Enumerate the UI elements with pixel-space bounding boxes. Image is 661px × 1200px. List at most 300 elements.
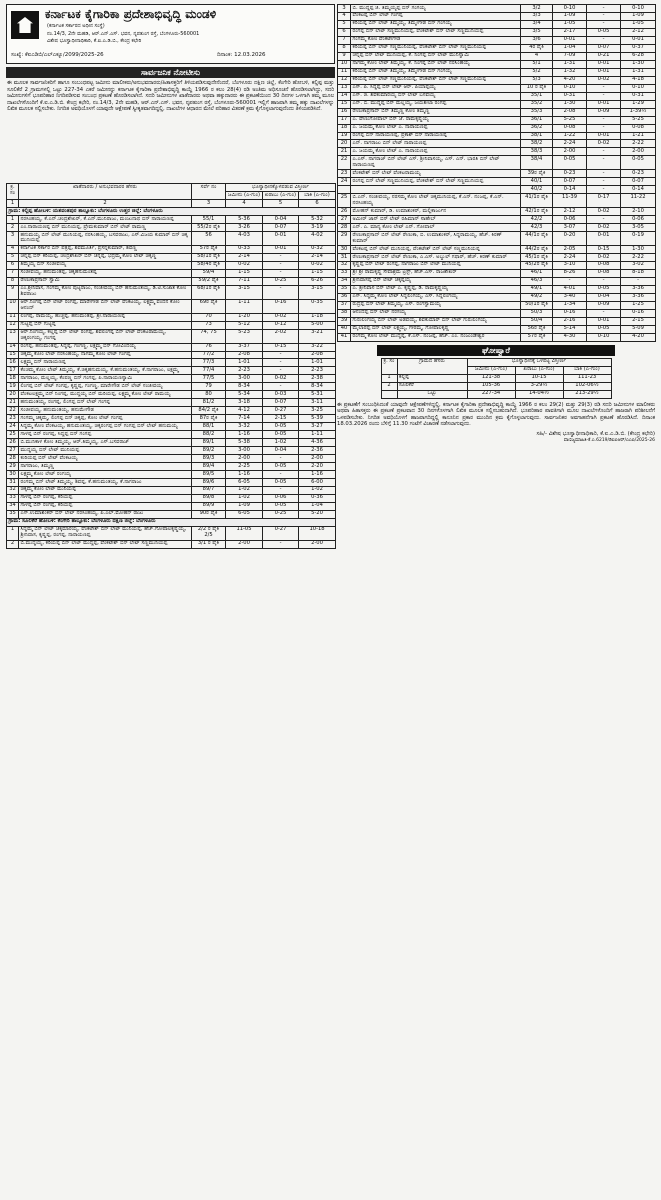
cell-net: 2-08 bbox=[299, 351, 336, 359]
table-row bbox=[338, 132, 656, 140]
cell-kharab: 0-05 bbox=[263, 423, 299, 431]
summary-net: 111-23 bbox=[563, 374, 611, 382]
cell-net: 5-09 bbox=[621, 325, 656, 333]
cell-net: 2-23 bbox=[299, 367, 336, 375]
table-row bbox=[7, 299, 336, 313]
table-row bbox=[338, 285, 656, 293]
cell-net: 0-36 bbox=[299, 494, 336, 502]
cell-kharab: - bbox=[263, 253, 299, 261]
header-net: ಬಾಕಿ (ಎ-ಗುಂ) bbox=[299, 192, 336, 200]
reference-number: ಸಂಖ್ಯೆ: ಕೆಐಎಡಿಬಿ/ಎಲ್ಎಕ್ಯೂ/2099/2025-26 bbox=[11, 52, 104, 58]
cell-sl: 2 bbox=[7, 540, 19, 548]
cell-survey: 40/1 bbox=[521, 178, 553, 186]
cell-owner: ಎನ್. ಎ. ಮಾನ್ಯ ಕೋಂ ಲೇಟ್ ಎನ್. ಗೋಪಾಲ್ bbox=[351, 224, 521, 232]
header-owner: ಖಾತೆದಾರರು / ಅನುಭವದಾರರ ಹೆಸರು bbox=[19, 184, 192, 200]
cell-owner: ವೆಂಕಟಪ್ಪ ಬಿನ್ ಲೇಟ್ ಗಂಗಪ್ಪ bbox=[351, 12, 521, 20]
cell-owner: ಹನುಮಂತಯ್ಯ, ರಂಗಪ್ಪ, ಲಿಂಗಪ್ಪ ಬಿನ್ ಲೇಟ್ ಗಂಗಪ್ಪ bbox=[19, 399, 192, 407]
cell-sl: 31 bbox=[338, 254, 351, 262]
table-row bbox=[338, 325, 656, 333]
cell-owner: ರಂಗಪ್ಪ ಬಿನ್ ಲೇಟ್ ಸಣ್ಣಮುನಿಯಪ್ಪ, ವೆಂಕಟೇಶ್ ಬಿನ್ ಲೇಟ್ ಸಣ್ಣಮುನಿಯಪ್ಪ bbox=[351, 28, 521, 36]
cell-total: 1-16 bbox=[226, 471, 263, 479]
table-row bbox=[338, 216, 656, 224]
table-row bbox=[338, 224, 656, 232]
table-row bbox=[7, 455, 336, 463]
cell-sl: 13 bbox=[338, 84, 351, 92]
cell-sl: 36 bbox=[338, 293, 351, 301]
cell-survey: 36/1 bbox=[521, 116, 553, 124]
cell-survey: 35/3 bbox=[521, 108, 553, 116]
cell-kharab: 0-05 bbox=[263, 502, 299, 510]
cell-net: 1-30 bbox=[621, 60, 656, 68]
cell-survey: 89/6 bbox=[192, 479, 226, 487]
cell-sl: 19 bbox=[7, 383, 19, 391]
cell-survey: 49/2 bbox=[521, 293, 553, 301]
cell-survey: 59/2 ಪೈಕಿ bbox=[192, 277, 226, 285]
header-sl: ಕ್ರ. ಸಂ bbox=[7, 184, 19, 200]
cell-kharab: 0-01 bbox=[263, 232, 299, 246]
cell-kharab: 0-02 bbox=[587, 224, 621, 232]
cell-net: 0-10 bbox=[621, 84, 656, 92]
cell-sl: 20 bbox=[338, 140, 351, 148]
cell-total: 5-25 bbox=[553, 116, 587, 124]
cell-net: 0-10 bbox=[621, 5, 656, 13]
cell-survey: 35/1 bbox=[521, 92, 553, 100]
cell-total: 1-20 bbox=[226, 313, 263, 321]
cell-total: 0-07 bbox=[553, 178, 587, 186]
cell-kharab: 0-05 bbox=[263, 463, 299, 471]
cell-total: 1-09 bbox=[226, 502, 263, 510]
cell-kharab: - bbox=[587, 178, 621, 186]
summary-header-kharab: ಖರಾಬು (ಎ-ಗುಂ) bbox=[515, 366, 563, 374]
table-row bbox=[338, 194, 656, 208]
cell-net: 1-39½ bbox=[621, 108, 656, 116]
cell-net: 3-36 bbox=[621, 293, 656, 301]
cell-net: 2-10 bbox=[621, 208, 656, 216]
org-name: ಕರ್ನಾಟಕ ಕೈಗಾರಿಕಾ ಪ್ರದೇಶಾಭಿವೃದ್ಧಿ ಮಂಡಳಿ bbox=[45, 7, 217, 21]
cell-survey: 38/2 bbox=[521, 140, 553, 148]
cell-kharab: 0-01 bbox=[587, 317, 621, 325]
cell-net: - bbox=[621, 277, 656, 285]
cell-survey: 89/3 bbox=[192, 455, 226, 463]
cell-owner: ವೆಂಕಟೇಶ್ ಬಿನ್ ಲೇಟ್ ವೆಂಕಟರಾಮಯ್ಯ bbox=[351, 170, 521, 178]
cell-sl: 30 bbox=[338, 246, 351, 254]
cell-kharab: - bbox=[263, 269, 299, 277]
cell-kharab: 0-02 bbox=[587, 254, 621, 262]
cell-sl: 34 bbox=[7, 502, 19, 510]
cell-survey: 50/4 bbox=[521, 317, 553, 325]
table-row bbox=[7, 367, 336, 375]
table-row bbox=[7, 343, 336, 351]
cell-survey: 77/3 bbox=[192, 359, 226, 367]
cell-net: 3-15 bbox=[299, 285, 336, 299]
cell-survey: 5/2 bbox=[521, 68, 553, 76]
cell-owner: ಅಮೀರ್ ಜಾನ್ ಬಿನ್ ಲೇಟ್ ರಹಿಮಾನ್ ಸಾಹೇಬ್ bbox=[351, 216, 521, 224]
table-row bbox=[7, 351, 336, 359]
cell-total: 2-00 bbox=[226, 540, 263, 548]
cell-owner: ರಂಗಮ್ಮ ಬಿನ್ ಲೇಟ್ ತಿಮ್ಮಯ್ಯ, ಶಿವಪ್ಪ, ಕೆ.ಹನುಮಂತಯ್ಯ, ಕೆ.ನಾಗರಾಜು bbox=[19, 479, 192, 487]
cell-sl: 27 bbox=[338, 216, 351, 224]
cell-total: 11-39 bbox=[553, 194, 587, 208]
cell-sl: 25 bbox=[338, 194, 351, 208]
cell-kharab: 0-12 bbox=[263, 321, 299, 329]
cell-survey: 36/2 bbox=[521, 124, 553, 132]
cell-sl: 6 bbox=[7, 261, 19, 269]
table-row bbox=[7, 526, 336, 540]
cell-total: 2-08 bbox=[553, 108, 587, 116]
cell-sl: 24 bbox=[7, 423, 19, 431]
cell-survey: 69ರ ಪೈಕಿ bbox=[192, 299, 226, 313]
cell-kharab: - bbox=[263, 540, 299, 548]
cell-total: 7-11 bbox=[226, 277, 263, 285]
cell-net: 3-25 bbox=[299, 407, 336, 415]
cell-sl: 28 bbox=[338, 224, 351, 232]
cell-net: 1-02 bbox=[299, 486, 336, 494]
table-row bbox=[338, 156, 656, 170]
summary-header-row bbox=[381, 358, 611, 366]
cell-total: 2-08 bbox=[226, 351, 263, 359]
table-row bbox=[338, 12, 656, 20]
cell-kharab: 0-27 bbox=[263, 526, 299, 540]
cell-sl: 23 bbox=[338, 170, 351, 178]
cell-kharab: 0-21 bbox=[587, 52, 621, 60]
village-heading-kallippa bbox=[7, 208, 336, 216]
cell-sl: 38 bbox=[338, 309, 351, 317]
cell-kharab: - bbox=[263, 486, 299, 494]
cell-owner: ಮೈಲಾರಪ್ಪ ಬಿನ್ ಲೇಟ್ ಲಕ್ಷ್ಮಯ್ಯ, ಗೌರಮ್ಮ, ಗೋಪಾಲಕೃಷ್ಣ bbox=[351, 325, 521, 333]
cell-survey: 2/2 ರ ಪೈಕಿ 2/5 bbox=[192, 526, 226, 540]
table-row bbox=[7, 383, 336, 391]
issuing-office: ವಿಶೇಷ ಭೂಸ್ವಾಧೀನಾಧಿಕಾರಿ, ಕೆ.ಐ.ಎ.ಡಿ.ಬಿ., ಕೇಂದ್ರ ಕಛೇರಿ bbox=[47, 38, 142, 44]
cell-kharab: 1-02 bbox=[263, 439, 299, 447]
table-row bbox=[7, 253, 336, 261]
cell-owner: ಚನ್ನಪ್ಪ ಬಿನ್ ಕರಿಯಪ್ಪ, ಚಂದ್ರಶೇಖರ್ ಬಿನ್ ಚನ್ನಪ್ಪ, ಭದ್ರಮ್ಮ ಕೋಂ ಲೇಟ್ ಚಿಕ್ಕಣ್ಣ bbox=[19, 253, 192, 261]
summary-header-total: ಜಮೀನು (ಎ-ಗುಂ) bbox=[467, 366, 515, 374]
org-address: ನಂ.14/3, 2ನೇ ಮಹಡಿ, ಆರ್.ಎನ್.ಎಸ್. ಭವನ, ನೃಪತುಂಗ ರಸ್ತೆ, ಬೆಂಗಳೂರು-560001 bbox=[47, 31, 200, 37]
cell-kharab: - bbox=[263, 367, 299, 375]
cell-owner: ನಾಗಮ್ಮ ಕೋಂ ಲೇಟ್ ತಿಮ್ಮಯ್ಯ, ಕೆ. ನಿಂಗಪ್ಪ ಬಿನ್ ಲೇಟ್ ನರಸಿಂಹಯ್ಯ bbox=[351, 60, 521, 68]
cell-net: 2-00 bbox=[621, 148, 656, 156]
kiadb-logo-icon bbox=[11, 11, 39, 39]
cell-net: 0-08 bbox=[621, 124, 656, 132]
cell-sl: 29 bbox=[7, 463, 19, 471]
cell-total: 1-32 bbox=[553, 68, 587, 76]
cell-survey: 50/3 bbox=[521, 309, 553, 317]
table-row bbox=[7, 423, 336, 431]
closing-paragraph: ಈ ಪ್ರಕಟಣೆಗೆ ಸಂಬಂಧಿಸಿದಂತೆ ಯಾವುದೇ ಆಕ್ಷೇಪಣೆಗಳಿದ್ದಲ್ಲಿ, ಕರ್ನಾಟಕ ಕೈಗಾರಿಕಾ ಪ್ರದೇಶಾಭಿವೃದ್ಧಿ ಕಾಯ್ದೆ 1966 ರ ಕಲಂ 29(2) ಮತ್ತು 29(3) ರಡಿ ಸದರಿ ಜಮೀನುಗಳ ಮಾಲೀಕರು ಅಥವಾ ಹಿತಾಸಕ್ತರು ಈ ಪ್ರಕಟಣೆ ಪ್ರಕಟವಾದ 30 ದಿನಗಳೊಳಗಾಗಿ ಲಿಖಿತ ಮೂಲಕ ಸಲ್ಲಿಸಬಹುದಾಗಿದೆ. ಭೂಪರಿಹಾರ ಪಾವತಿಗಾಗಿ ಮೂಲ ದಾಖಲೆಗಳೊಂದಿಗೆ ಹಾಜರಾಗಿ ಪರಿಶೀಲನೆಗೆ ಒಳಪಡಿಸಬೇಕು. ನಿಗದಿತ ಅವಧಿಯೊಳಗೆ ಹಾಜರಾಗದಿದ್ದಲ್ಲಿ ಕಾನೂನಿನ ಪ್ರಕಾರ ಮುಂದಿನ ಕ್ರಮ ಕೈಗೊಳ್ಳಲಾಗುವುದು. ಸಾರ್ವಜನಿಕರ ಅವಗಾಹನೆಗಾಗಿ ಪ್ರಕಟಣೆ ಹೊರಡಿಸಿದೆ. ದಿನಾಂಕ 18.03.2026 ರಂದು ಬೆಳಿಗ್ಗೆ 11.30 ಗಂಟೆಗೆ ವಿಚಾರಣೆ ನಡೆಸಲಾಗುವುದು. bbox=[337, 401, 655, 428]
cell-kharab: 0-27 bbox=[263, 407, 299, 415]
cell-net: 1-18 bbox=[299, 313, 336, 321]
cell-sl: 15 bbox=[338, 100, 351, 108]
cell-net: 0-14 bbox=[621, 186, 656, 194]
cell-kharab: - bbox=[587, 186, 621, 194]
cell-total: 3-37 bbox=[226, 343, 263, 351]
cell-sl: 17 bbox=[7, 367, 19, 375]
cell-net: 6-26 bbox=[299, 277, 336, 285]
cell-kharab: 0-07 bbox=[263, 399, 299, 407]
cell-owner: ಸಂಜೀವಯ್ಯ, ಹನುಮಂತಯ್ಯ, ಹನುಮೇಗೌಡ bbox=[19, 407, 192, 415]
cell-owner: ಆನಂದಪ್ಪ ಬಿನ್ ಲೇಟ್ ನರಸಯ್ಯ bbox=[351, 309, 521, 317]
cell-survey: 84/2 ಪೈಕಿ bbox=[192, 407, 226, 415]
cell-total: 2-16 bbox=[553, 317, 587, 325]
cell-survey: 44/1ರ ಪೈಕಿ bbox=[521, 232, 553, 246]
cell-owner: ರೇಣುಕಾಪ್ರಸಾದ್ ಬಿನ್ ಲೇಟ್ ರೇಣುಕಾ, ಎ.ಎಸ್. ಅಬ್ದುಲ್ ಗಫಾರ್, ಹೆಚ್. ಕಿರಣ್ ಕುಮಾರ್ bbox=[351, 254, 521, 262]
cell-total: 4-03 bbox=[226, 232, 263, 246]
table-row bbox=[7, 391, 336, 399]
cell-net: 1-31 bbox=[621, 68, 656, 76]
cell-kharab: - bbox=[587, 148, 621, 156]
table-row bbox=[338, 92, 656, 100]
cell-kharab: - bbox=[263, 351, 299, 359]
cell-survey: 38/3 bbox=[521, 148, 553, 156]
cell-sl: 7 bbox=[338, 36, 351, 44]
cell-owner: ಕರಿಯಪ್ಪ ಬಿನ್ ಲೇಟ್ ತಿಮ್ಮಯ್ಯ, ತಿಮ್ಮೇಗೌಡ ಬಿನ್ ಗಂಗಯ್ಯ bbox=[351, 20, 521, 28]
table-row bbox=[338, 148, 656, 156]
cell-owner: ರಂಗಪ್ಪ, ಹನುಮಂತಪ್ಪ, ಸಿದ್ದಪ್ಪ, ಗಂಗಣ್ಣ, ಲಕ್ಷ್ಮಮ್ಮ ಬಿನ್ ಗೋವಿಂದಯ್ಯ bbox=[19, 343, 192, 351]
cell-survey: 77/4 bbox=[192, 367, 226, 375]
cell-net: 5-39 bbox=[299, 415, 336, 423]
cell-survey: 88/2 bbox=[192, 431, 226, 439]
cell-net: 3-11 bbox=[299, 399, 336, 407]
notice-header bbox=[6, 4, 335, 64]
cell-net: 6-00 bbox=[299, 479, 336, 487]
cell-kharab: - bbox=[587, 124, 621, 132]
cell-owner: ಎಂ.ಶ್ರೀನಿವಾಸ, ಗಂಗಮ್ಮ ಕೋಂ ಪುಟ್ಟರಾಜು, ಸಂಜೀವಯ್ಯ ಬಿನ್ ಹನುಮಂತಯ್ಯ, ಡಿ.ಟಿ.ಸುಜಾತ ಕೋಂ ಶಿವರಾಜು bbox=[19, 285, 192, 299]
table-row bbox=[7, 359, 336, 367]
cell-net: 3-05 bbox=[621, 224, 656, 232]
cell-survey: 3/6 bbox=[521, 36, 553, 44]
cell-total: 0-14 bbox=[553, 186, 587, 194]
cell-total: 3-00 bbox=[226, 447, 263, 455]
cell-kharab: 0-05 bbox=[587, 325, 621, 333]
cell-sl: 5 bbox=[7, 253, 19, 261]
summary-kharab: 10-15 bbox=[515, 374, 563, 382]
cell-sl: 29 bbox=[338, 232, 351, 246]
summary-net: 102-06½ bbox=[563, 382, 611, 390]
cell-net: 2-14 bbox=[299, 253, 336, 261]
cell-sl: 33 bbox=[338, 269, 351, 277]
cell-net: 11-22 bbox=[621, 194, 656, 208]
table-row bbox=[7, 245, 336, 253]
cell-total: 5-12 bbox=[226, 321, 263, 329]
cell-owner: ವೆಂಕಟಪ್ಪ ಬಿನ್ ಲೇಟ್ ಮುನಿಯಪ್ಪ, ವೆಂಕಟೇಶ್ ಬಿನ್ ಲೇಟ್ ಸಣ್ಣಮುನಿಯಪ್ಪ bbox=[351, 246, 521, 254]
cell-kharab: - bbox=[263, 455, 299, 463]
cell-net: 4-20 bbox=[621, 333, 656, 341]
cell-owner: ಕೃಷ್ಣಪ್ಪ ಬಿನ್ ಲೇಟ್ ರಂಗಪ್ಪ, ನಾಗರಾಜು ಬಿನ್ ಲೇಟ್ ಮುನಿಯಪ್ಪ bbox=[351, 261, 521, 269]
cell-net: 1-05 bbox=[621, 20, 656, 28]
table-colnum-row bbox=[7, 200, 336, 208]
cell-kharab: - bbox=[263, 261, 299, 269]
cell-sl: 27 bbox=[7, 447, 19, 455]
cell-sl: 9 bbox=[7, 285, 19, 299]
summary-grand-net: 213-29½ bbox=[563, 390, 611, 398]
cell-kharab: 2-15 bbox=[263, 415, 299, 423]
cell-survey: 89/2 bbox=[192, 447, 226, 455]
cell-net: 5-20 bbox=[299, 510, 336, 518]
cell-sl: 21 bbox=[7, 399, 19, 407]
cell-net: 1-30 bbox=[621, 246, 656, 254]
cell-total: 0-33 bbox=[226, 245, 263, 253]
cell-net: 0-32 bbox=[299, 245, 336, 253]
cell-total: 7-09 bbox=[553, 52, 587, 60]
table-row bbox=[7, 232, 336, 246]
cell-survey: 44/2ರ ಪೈಕಿ bbox=[521, 246, 553, 254]
cell-owner: ಮುದ್ದಯ್ಯ ಬಿನ್ ಲೇಟ್ ಮುನಿಯಪ್ಪ bbox=[19, 447, 192, 455]
cell-owner: ಬಿ.ಮುದ್ದಯ್ಯ, ಕರಿಯಪ್ಪ ಬಿನ್ ಲೇಟ್ ಮುದ್ದಪ್ಪ, ವೆಂಕಟೇಶ್ ಬಿನ್ ಲೇಟ್ ಸಣ್ಣಮುನಿಯಪ್ಪ bbox=[19, 540, 192, 548]
land-table-right bbox=[337, 4, 656, 342]
cell-survey: 45/2ರ ಪೈಕಿ bbox=[521, 261, 553, 269]
table-row bbox=[338, 293, 656, 301]
cell-survey: 90ರ ಪೈಕಿ bbox=[192, 510, 226, 518]
cell-total: 1-22 bbox=[553, 132, 587, 140]
cell-net: 3-19 bbox=[299, 224, 336, 232]
cell-owner: ರೇಣುಕಾಪ್ರಸಾದ್ ಬಿನ್ ಲೇಟ್ ರೇಣುಕಾ, ಬಿ. ಉಮಾಶಂಕರ್, ಸಿದ್ದರಾಮಯ್ಯ, ಹೆಚ್. ಕಿರಣ್ ಕುಮಾರ್ bbox=[351, 232, 521, 246]
cell-sl: 4 bbox=[338, 12, 351, 20]
cell-total: 3-00 bbox=[226, 375, 263, 383]
cell-sl: 6 bbox=[338, 28, 351, 36]
cell-kharab: 0-02 bbox=[587, 140, 621, 148]
summary-grand-total: 227-34 bbox=[467, 390, 515, 398]
cell-kharab: - bbox=[263, 285, 299, 299]
cell-kharab: 0-07 bbox=[263, 224, 299, 232]
cell-total: 3-18 bbox=[226, 399, 263, 407]
cell-survey: 42/2 bbox=[521, 216, 553, 224]
table-row bbox=[7, 479, 336, 487]
cell-sl: 26 bbox=[7, 439, 19, 447]
table-row bbox=[7, 285, 336, 299]
cell-total: 5-34 bbox=[226, 391, 263, 399]
cell-survey: 3/2 bbox=[521, 5, 553, 13]
table-row bbox=[7, 224, 336, 232]
cell-kharab: - bbox=[587, 216, 621, 224]
cell-sl: 37 bbox=[338, 301, 351, 309]
cell-survey: 89/4 bbox=[192, 463, 226, 471]
cell-owner: ಕರಿಯಪ್ಪ ಬಿನ್ ಲೇಟ್ ಸಣ್ಣಮುನಿಯಪ್ಪ, ವೆಂಕಟೇಶ್ ಬಿನ್ ಲೇಟ್ ಸಣ್ಣಮುನಿಯಪ್ಪ bbox=[351, 44, 521, 52]
cell-net: 2-20 bbox=[299, 463, 336, 471]
cell-owner: ಎ.ಎಸ್. ನಾಗರಾಜ್ ಬಿನ್ ಲೇಟ್ ಎಸ್. ಶ್ರೀನಿವಾಸಯ್ಯ, ಎಸ್. ಎನ್. ಭಾರತಿ ಬಿನ್ ಲೇಟ್ ನಾರಾಯಣಪ್ಪ bbox=[351, 156, 521, 170]
cell-sl: 31 bbox=[7, 479, 19, 487]
cell-kharab: 0-02 bbox=[587, 208, 621, 216]
cell-net: 1-09 bbox=[621, 12, 656, 20]
summary-blank bbox=[381, 390, 397, 398]
cell-kharab: 0-05 bbox=[587, 28, 621, 36]
cell-kharab: 0-01 bbox=[587, 68, 621, 76]
cell-owner: ಗಾಳಪ್ಪ ಬಿನ್ ರಂಗಪ್ಪ, ಕರಿಯಪ್ಪ bbox=[19, 494, 192, 502]
cell-net: 4-36 bbox=[299, 439, 336, 447]
cell-sl: 11 bbox=[338, 68, 351, 76]
cell-owner: ಗುರುಲಿಂಗಯ್ಯ ಬಿನ್ ಲೇಟ್ ಅಡವಯ್ಯ, ಶಿವಕುಮಾರ್ ಬಿನ್ ಲೇಟ್ ಗುರುಲಿಂಗಯ್ಯ bbox=[351, 317, 521, 325]
cell-survey: 57ರ ಪೈಕಿ bbox=[192, 245, 226, 253]
cell-survey: 41/1ರ ಪೈಕಿ bbox=[521, 194, 553, 208]
cell-total: 1-31 bbox=[553, 60, 587, 68]
cell-survey: 3/1 ರ ಪೈಕಿ bbox=[192, 540, 226, 548]
cell-survey: 77/2 bbox=[192, 351, 226, 359]
cell-owner: ರೇಣುಕಾಪ್ರಸಾದ್ ಸ್ವಾಮಿ bbox=[19, 277, 192, 285]
cell-owner: ಬಿ. ಮುದ್ದಪ್ಪ ಜಿ. ತಿಮ್ಮಯ್ಯಪ್ಪ ಬಿನ್ ಗಂಗಯ್ಯ bbox=[351, 5, 521, 13]
cell-total: 4-20 bbox=[553, 76, 587, 84]
cell-net: 1-21 bbox=[621, 132, 656, 140]
cell-sl: 32 bbox=[338, 261, 351, 269]
table-row bbox=[7, 439, 336, 447]
cell-kharab: - bbox=[587, 170, 621, 178]
cell-sl bbox=[338, 186, 351, 194]
village-heading-text: ಗ್ರಾಮ: ಕಲ್ಲಿಪ್ಪ ಹೋಬಳಿ: ಯಶವಂತಪುರ ತಾಲ್ಲೂಕು: ಬೆಂಗಳೂರು ಉತ್ತರ ಜಿಲ್ಲೆ: ಬೆಂಗಳೂರು bbox=[7, 208, 336, 216]
cell-sl: 33 bbox=[7, 494, 19, 502]
cell-total: 7-14 bbox=[226, 415, 263, 423]
cell-kharab: 0-25 bbox=[263, 277, 299, 285]
table-row bbox=[338, 261, 656, 269]
cell-sl: 9 bbox=[338, 52, 351, 60]
cell-kharab: 0-09 bbox=[587, 108, 621, 116]
summary-kharab: 3-29½ bbox=[515, 382, 563, 390]
cell-owner: ಎಸ್. ಪಿ. ಸಿದ್ದಪ್ಪ ಬಿನ್ ಲೇಟ್ ಆರ್. ಪಿಯಾಪ್ಪಯ್ಯ bbox=[351, 84, 521, 92]
summary-title: ಘೋಷ್ವಾರೆ bbox=[377, 345, 615, 356]
cell-total: 5-36 bbox=[226, 216, 263, 224]
cell-net: 2-22 bbox=[621, 254, 656, 262]
cell-total: 0-08 bbox=[553, 124, 587, 132]
cell-owner: ಬಿ.ಮುನಿಕಾಳ ಕೋಂ ತಿಮ್ಮಯ್ಯ, ಆರ್.ತಿಮ್ಮಯ್ಯ, ಎಸ್.ಬಸವರಾಜ್ bbox=[19, 439, 192, 447]
cell-owner: ಗಾಳಪ್ಪ ಬಿನ್ ರಂಗಪ್ಪ, ಸಿದ್ದಪ್ಪ ಬಿನ್ ಗಂಗಪ್ಪ bbox=[19, 431, 192, 439]
colnum: 5 bbox=[263, 200, 299, 208]
cell-survey: 58/1ರ ಪೈಕಿ bbox=[192, 253, 226, 261]
cell-owner: ಗಂಗಮ್ಮ ಚಿಕ್ಕಮ್ಮ, ಲಿಂಗಪ್ಪ ಬಿನ್ ಚಿಕ್ಕಪ್ಪ, ಕೋಂ ಲೇಟ್ ಗಂಗಪ್ಪ bbox=[19, 415, 192, 423]
cell-survey: 3/3 bbox=[521, 12, 553, 20]
cell-owner: ಎಸ್. ಜಿ. ಶಿವಕುಮಾರಯ್ಯ ಬಿನ್ ಲೇಟ್ ಬಸವಯ್ಯ bbox=[351, 92, 521, 100]
cell-survey: 68/1ರ ಪೈಕಿ bbox=[192, 285, 226, 299]
cell-survey: 59/4 bbox=[192, 269, 226, 277]
cell-survey: 42/1ರ ಪೈಕಿ bbox=[521, 208, 553, 216]
village-heading-sulikere bbox=[7, 518, 336, 526]
table-row bbox=[338, 76, 656, 84]
cell-kharab: - bbox=[587, 92, 621, 100]
cell-sl: 12 bbox=[7, 321, 19, 329]
cell-total: 1-05 bbox=[553, 20, 587, 28]
table-row bbox=[338, 116, 656, 124]
cell-sl: 21 bbox=[338, 148, 351, 156]
cell-net: 0-31 bbox=[621, 92, 656, 100]
cell-survey: 89/7 bbox=[192, 486, 226, 494]
cell-survey: 89/9 bbox=[192, 502, 226, 510]
cell-kharab: 0-25 bbox=[263, 510, 299, 518]
cell-survey: 70 bbox=[192, 313, 226, 321]
cell-total: 3-32 bbox=[226, 423, 263, 431]
cell-owner: ಎ. ಜಯಮ್ಮ ಕೋಂ ಲೇಟ್ ಎ. ನಾರಾಯಣಪ್ಪ bbox=[351, 124, 521, 132]
cell-net: 1-11 bbox=[299, 431, 336, 439]
table-row bbox=[338, 100, 656, 108]
table-row bbox=[7, 471, 336, 479]
cell-sl: 15 bbox=[7, 351, 19, 359]
cell-total: 1-34 bbox=[553, 301, 587, 309]
cell-net: 0-35 bbox=[299, 299, 336, 313]
cell-total: 0-31 bbox=[553, 92, 587, 100]
cell-owner: ಆರ್.ನಿಂಗಪ್ಪ ಬಿನ್ ಲೇಟ್ ರಂಗಪ್ಪ, ಮಾರೇಗೌಡ ಬಿನ್ ಲೇಟ್ ವೆಂಕಟಯ್ಯ, ಲಕ್ಷ್ಮಮ್ಮ ವಂದನ ಕೋಂ ಆನಂದ್ bbox=[19, 299, 192, 313]
cell-sl: 23 bbox=[7, 415, 19, 423]
cell-total: 2-12 bbox=[553, 208, 587, 216]
table-row bbox=[338, 333, 656, 341]
cell-net: 1-29 bbox=[621, 100, 656, 108]
cell-total: 2-25 bbox=[226, 463, 263, 471]
cell-sl: 12 bbox=[338, 76, 351, 84]
cell-net: 0-19 bbox=[621, 232, 656, 246]
cell-sl: 8 bbox=[7, 277, 19, 285]
cell-owner: ನಾಗರಾಜು, ತಿಮ್ಮಣ್ಣ bbox=[19, 463, 192, 471]
cell-sl: 18 bbox=[338, 124, 351, 132]
table-row bbox=[7, 399, 336, 407]
cell-owner: ಶ್ರೀ ಶ್ರೀ ರಾಮಕೃಷ್ಣ ಸೇವಾಶ್ರಮ ಟ್ರಸ್ಟ್, ಹೆಚ್.ಎಸ್. ರಾಜಶೇಖರ್ bbox=[351, 269, 521, 277]
table-row bbox=[7, 375, 336, 383]
cell-total: 5-23 bbox=[226, 329, 263, 343]
signature-block: ಸಹಿ/- ವಿಶೇಷ ಭೂಸ್ವಾಧೀನಾಧಿಕಾರಿ, ಕೆ.ಐ.ಎ.ಡಿ.ಬಿ. (ಕೇಂದ್ರ ಕಛೇರಿ) bbox=[536, 430, 655, 437]
cell-total: 3-15 bbox=[226, 285, 263, 299]
